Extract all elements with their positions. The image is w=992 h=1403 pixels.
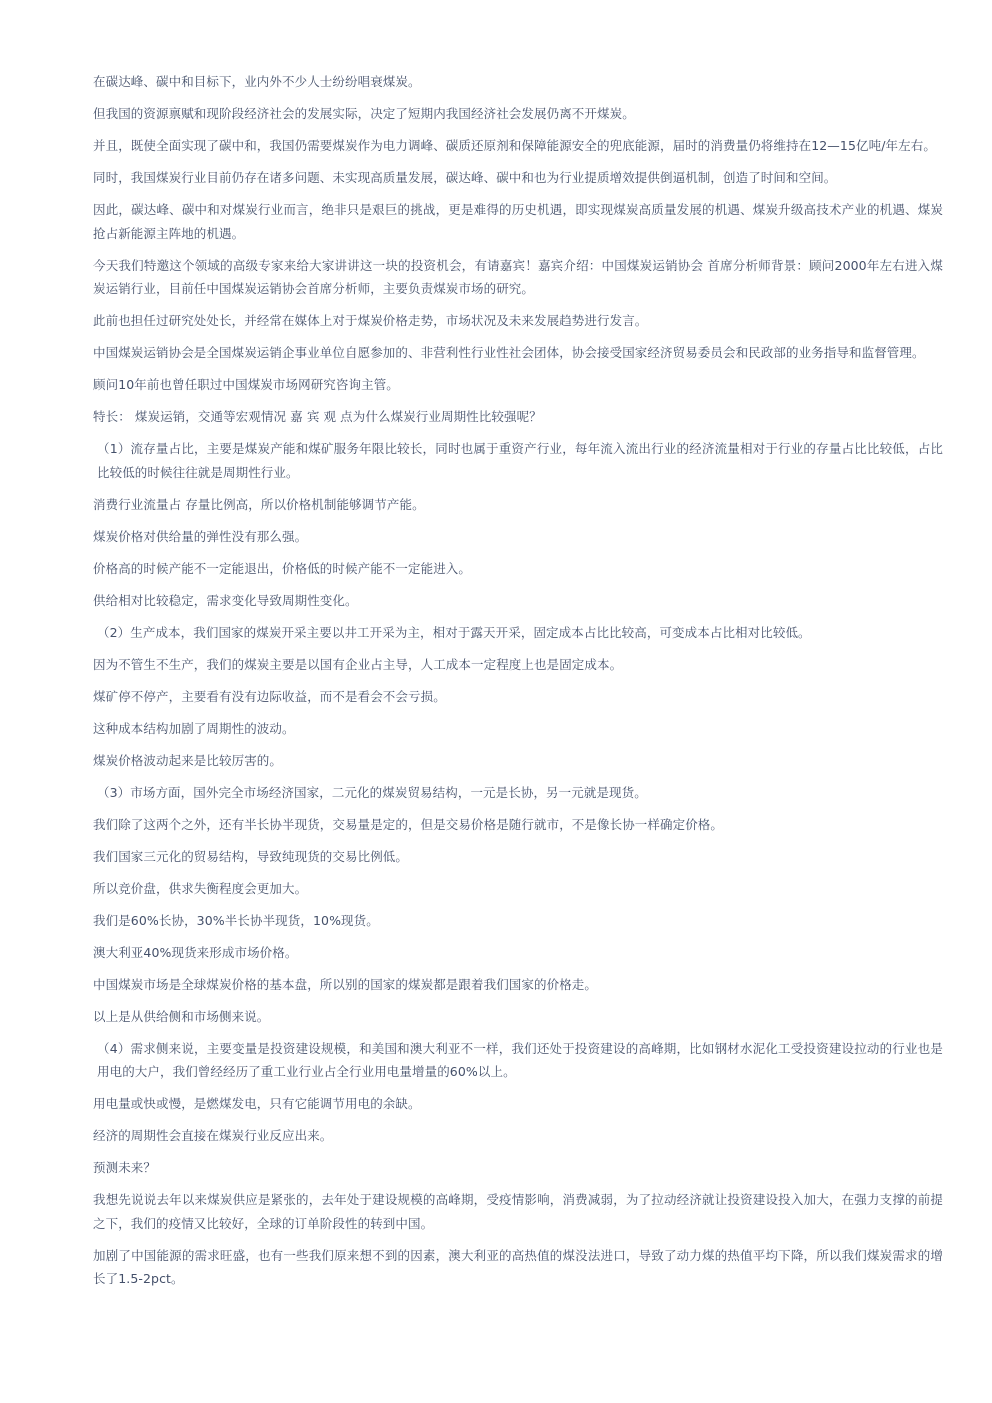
paragraph: 今天我们特邀这个领域的高级专家来给大家讲讲这一块的投资机会，有请嘉宾！嘉宾介绍：中国煤炭运销协会 首席分析师背景：顾问2000年左右进入煤炭运销行业，目前任中国煤炭运销协会首席分析师，主要负责煤炭市场的研究。 [93, 257, 943, 296]
paragraph: 澳大利亚40%现货来形成市场价格。 [93, 944, 298, 960]
paragraph: 我们除了这两个之外，还有半长协半现货，交易量是定的，但是交易价格是随行就市，不是像长协一样确定价格。 [93, 816, 724, 832]
paragraph: 顾问10年前也曾任职过中国煤炭市场网研究咨询主管。 [93, 377, 399, 392]
paragraph: 这种成本结构加剧了周期性的波动。 [93, 720, 295, 736]
paragraph: （3）市场方面，国外完全市场经济国家，二元化的煤炭贸易结构，一元是长协，另一元就是现货。 [97, 784, 647, 800]
paragraph: 价格高的时候产能不一定能退出，价格低的时候产能不一定能进入。 [93, 560, 472, 576]
paragraph: 经济的周期性会直接在煤炭行业反应出来。 [93, 1128, 333, 1143]
paragraph: 煤炭价格对供给量的弹性没有那么强。 [93, 528, 308, 544]
paragraph: 特长： 煤炭运销，交通等宏观情况 嘉 宾 观 点为什么煤炭行业周期性比较强呢？ [93, 409, 542, 424]
paragraph: 此前也担任过研究处处长，并经常在媒体上对于煤炭价格走势，市场状况及未来发展趋势进行发言。 [93, 313, 648, 328]
paragraph: （4）需求侧来说，主要变量是投资建设规模，和美国和澳大利亚不一样，我们还处于投资建设的高峰期，比如钢材水泥化工受投资建设拉动的行业也是用电的大户，我们曾经经历了重工业行业占全行业用电量增量的60%以上。 [97, 1040, 943, 1079]
paragraph: 消费行业流量占 存量比例高，所以价格机制能够调节产能。 [93, 496, 425, 512]
paragraph: 我们是60%长协，30%半长协半现货，10%现货。 [93, 912, 379, 928]
paragraph: （2）生产成本，我们国家的煤炭开采主要以井工开采为主，相对于露天开采，固定成本占比比较高，可变成本占比相对比较低。 [97, 624, 811, 640]
paragraph: 但我国的资源禀赋和现阶段经济社会的发展实际，决定了短期内我国经济社会发展仍离不开煤炭。 [93, 106, 635, 121]
paragraph: 煤炭价格波动起来是比较厉害的。 [93, 752, 283, 768]
document-page [93, 70, 943, 1299]
paragraph: 我们国家三元化的贸易结构，导致纯现货的交易比例低。 [93, 848, 409, 864]
paragraph: 我想先说说去年以来煤炭供应是紧张的，去年处于建设规模的高峰期，受疫情影响，消费减弱，为了拉动经济就让投资建设投入加大，在强力支撑的前提之下，我们的疫情又比较好，全球的订单阶段性的转到中国。 [93, 1192, 943, 1231]
paragraph: 以上是从供给侧和市场侧来说。 [93, 1008, 270, 1024]
paragraph: 供给相对比较稳定，需求变化导致周期性变化。 [93, 592, 358, 608]
paragraph: 因为不管生不生产，我们的煤炭主要是以国有企业占主导，人工成本一定程度上也是固定成本。 [93, 656, 623, 672]
paragraph: 用电量或快或慢，是燃煤发电，只有它能调节用电的余缺。 [93, 1096, 421, 1111]
paragraph: 加剧了中国能源的需求旺盛，也有一些我们原来想不到的因素，澳大利亚的高热值的煤没法进口，导致了动力煤的热值平均下降，所以我们煤炭需求的增长了1.5-2pct。 [93, 1247, 943, 1286]
paragraph: 中国煤炭市场是全球煤炭价格的基本盘，所以别的国家的煤炭都是跟着我们国家的价格走。 [93, 976, 598, 992]
paragraph: 在碳达峰、碳中和目标下，业内外不少人士纷纷唱衰煤炭。 [93, 74, 421, 89]
paragraph: 因此，碳达峰、碳中和对煤炭行业而言，绝非只是艰巨的挑战，更是难得的历史机遇，即实现煤炭高质量发展的机遇、煤炭升级高技术产业的机遇、煤炭抢占新能源主阵地的机遇。 [93, 202, 943, 241]
paragraph: 所以竞价盘，供求失衡程度会更加大。 [93, 880, 308, 896]
paragraph: （1）流存量占比，主要是煤炭产能和煤矿服务年限比较长，同时也属于重资产行业，每年流入流出行业的经济流量相对于行业的存量占比比较低，占比比较低的时候往往就是周期性行业。 [97, 441, 943, 480]
paragraph: 中国煤炭运销协会是全国煤炭运销企事业单位自愿参加的、非营利性行业性社会团体，协会接受国家经济贸易委员会和民政部的业务指导和监督管理。 [93, 345, 925, 360]
paragraph: 预测未来？ [93, 1160, 157, 1175]
paragraph: 并且，既使全面实现了碳中和，我国仍需要煤炭作为电力调峰、碳质还原剂和保障能源安全的兜底能源，届时的消费量仍将维持在12—15亿吨/年左右。 [93, 138, 936, 153]
paragraph: 煤矿停不停产，主要看有没有边际收益，而不是看会不会亏损。 [93, 688, 446, 704]
paragraph: 同时，我国煤炭行业目前仍存在诸多问题、未实现高质量发展，碳达峰、碳中和也为行业提质增效提供倒逼机制，创造了时间和空间。 [93, 170, 837, 185]
